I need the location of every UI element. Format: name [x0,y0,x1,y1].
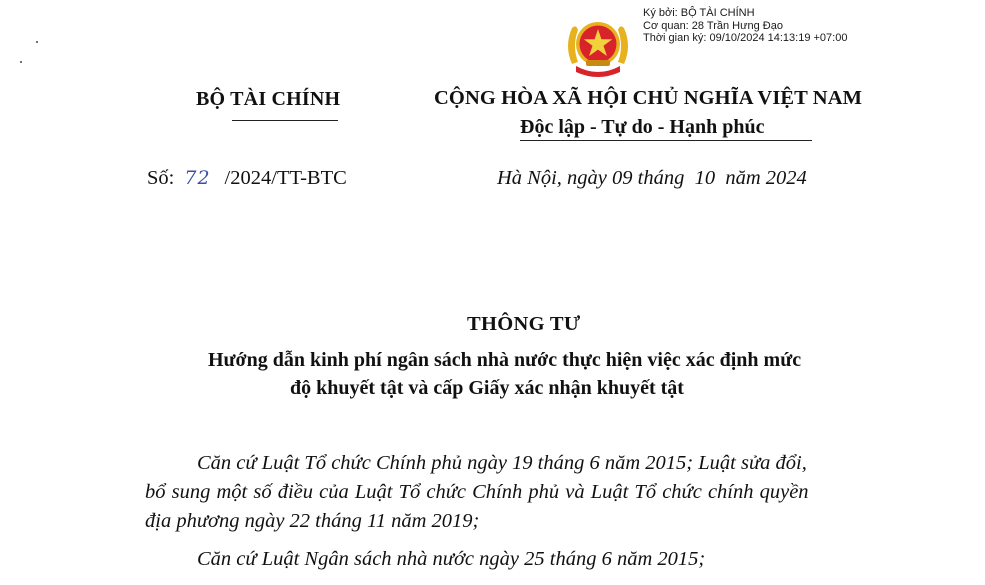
document-type: THÔNG TƯ [467,313,581,335]
subject-line-1: Hướng dẫn kinh phí ngân sách nhà nước thực hiện việc xác định mức [208,349,802,371]
national-emblem-icon [562,12,634,80]
doc-number-prefix: Số: [147,167,175,189]
doc-number-handwritten: 72 [184,167,211,189]
doc-number-suffix: /2024/TT-BTC [224,167,347,189]
signed-by-text: Ký bởi: BỘ TÀI CHÍNH [643,7,755,19]
scan-speck [20,61,22,63]
place-and-date: Hà Nội, ngày 09 tháng 10 năm 2024 [497,167,807,189]
motto-underline [520,140,812,141]
signing-agency-text: Cơ quan: 28 Trần Hưng Đạo [643,19,783,32]
subject-line-2: độ khuyết tật và cấp Giấy xác nhận khuyết tật [290,377,684,399]
scan-speck [36,41,38,43]
body-line-1: Căn cứ Luật Tổ chức Chính phủ ngày 19 tháng 6 năm 2015; Luật sửa đổi, [197,452,807,474]
body-line-2: bổ sung một số điều của Luật Tổ chức Chính phủ và Luật Tổ chức chính quyền [145,481,809,503]
national-title: CỘNG HÒA XÃ HỘI CHỦ NGHĨA VIỆT NAM [434,87,863,109]
body-line-4: Căn cứ Luật Ngân sách nhà nước ngày 25 tháng 6 năm 2015; [197,548,706,570]
digital-signature-info [643,7,847,45]
national-motto: Độc lập - Tự do - Hạnh phúc [520,116,765,138]
document-number [147,167,347,190]
organization-underline [232,120,338,121]
body-line-3: địa phương ngày 22 tháng 11 năm 2019; [145,510,480,532]
issuing-organization: BỘ TÀI CHÍNH [196,88,341,110]
signed-time-text: Thời gian ký: 09/10/2024 14:13:19 +07:00 [643,32,848,44]
